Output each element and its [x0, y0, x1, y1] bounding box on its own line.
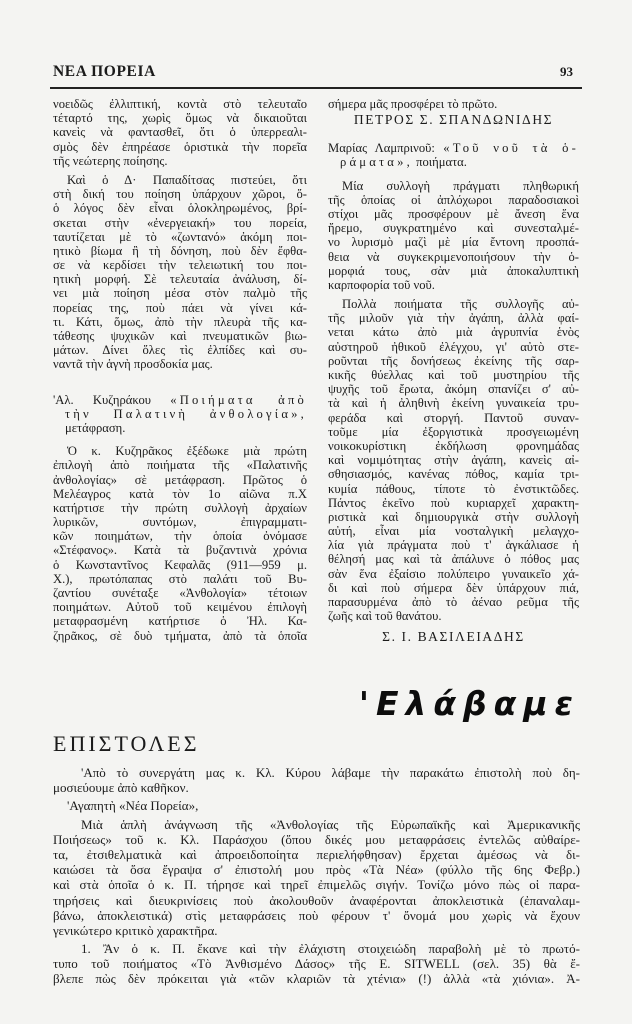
spacer	[328, 129, 579, 141]
text-line: τέταρτό της, χωρὶς ὅμως νὰ δικαιοῦται	[53, 111, 307, 126]
text-line: λυρικῶν, συντόμων, ἐπιγραμματι-	[53, 515, 307, 530]
text-line: Μιὰ ἁπλὴ ἀνάγνωση τῆς «Ἀνθολογίας τῆς Εὐρωπαϊκῆς καὶ Ἀμερικανικῆς	[81, 816, 580, 832]
citation-title: «Ποιήματα ἀπὸ	[170, 392, 307, 407]
text-line: θέλησή μας καὶ τὰ ἀπάλυνε ὁ πόθος μας	[328, 552, 579, 567]
text-line: καὶ νομιμότητας στὴν ἀγάπη, κανεὶς αἰ-	[328, 453, 579, 468]
text-line: τάθεσης ψυχικῶν καὶ πνευματικῶν βιω-	[53, 329, 307, 343]
journal-title: ΝΕΑ ΠΟΡΕΙΑ	[53, 63, 156, 80]
text-line: τυπο τοῦ ποιήματος «Τὸ Ἀνθισμένο Δάσος» τῆς E. SITWELL (σελ. 35) θὰ ἔ-	[53, 956, 580, 972]
text-line: παρασυρμένα ἀπὸ τὸ ἀέναο ρεῦμα τῆς	[328, 595, 579, 609]
text-line: Ὁ κ. Κυζηρᾶκος ἐξέδωκε μιὰ πρώτη	[67, 444, 307, 459]
text-line: ζαντίου συνέταξε «Ἀνθολογία» τέτοιων	[53, 586, 307, 600]
text-line: σὰν ἕνα ἐξαίσιο πολύπειρο γυναικεῖο χά-	[328, 566, 579, 581]
text-line: δι καὶ ποὺ σήμερα δὲν ὑπάρχουν πιά,	[328, 580, 579, 595]
text-line: τῆς μιλοῦν γιὰ τὴν ἀγάπη, ἀλλὰ φαί-	[328, 311, 579, 326]
text-line: πορείας της, ποὺ πάει νὰ γίνει κά-	[53, 300, 307, 315]
text-line: «Στέφανος». Κατὰ τὰ βυζαντινὰ χρόνια	[53, 543, 307, 558]
text-line: στὴ δική του ποίηση ὑπάρχουν χῶροι, ὅ-	[53, 187, 307, 202]
paragraph	[328, 97, 579, 111]
text-line: ἤρεμο, συγκρατημένο καὶ συνεσταλμέ-	[328, 221, 579, 236]
text-line: ἀνθολογίας» σὲ μετάφραση. Πρῶτος ὁ	[53, 472, 307, 487]
citation-author: 'Αλ. Κυζηράκου	[53, 392, 151, 407]
text-line: ποιημάτων. Αὐτοῦ τοῦ κειμένου ἐπιλογὴ	[53, 600, 307, 615]
text-line: 1. Ἂν ὁ κ. Π. ἔκανε καὶ τὴν ἐλάχιστη στοιχειώδη παραβολὴ μὲ τὸ πρωτό-	[81, 941, 580, 957]
text-line: κῶν ποιημάτων, τὴν ὁποία ὀνόμασε	[53, 529, 307, 544]
page-number: 93	[560, 64, 573, 79]
text-line: Καὶ ὁ Δ· Παπαδίτσας πιστεύει, ὅτι	[67, 172, 307, 187]
text-line: μορφιά τους, σὰν μιὰ ἀποκαλυπτικὴ	[328, 263, 579, 278]
book-citation	[53, 393, 307, 436]
text-line: βάνω, ἀποκλειστικά) στὶς μεταφράσεις ποὺ φέρουν τ' ὄνομά μου χωρὶς νὰ ἔχουν	[53, 907, 580, 923]
citation-title: «Τοῦ νοῦ τὰ ὁ-	[443, 141, 579, 156]
received-heading: 'Ελάβαμε	[358, 684, 580, 723]
letter-section	[53, 765, 580, 990]
text-line: νοειδῶς ἐλλιπτική, κοντὰ στὸ τελευταῖο	[53, 97, 307, 111]
text-line: τῆς νεώτερης ποίησης.	[53, 153, 168, 168]
book-citation	[328, 141, 579, 169]
text-line: τοῦμε μία ἐξοργιστικὰ προσγειωμένη	[328, 424, 579, 439]
text-line: ητικὴ μορφή. Σὲ τελευταία ἀνάλυση, δί-	[53, 272, 307, 287]
citation-title: τὴν Παλατινὴ ἀνθολογία»,	[65, 406, 307, 421]
right-column	[328, 97, 579, 646]
text-line: νει μιὰ ποίηση μέσα στὸν παλμὸ τῆς	[53, 286, 307, 301]
citation-author: Μαρίας Λαμπρινοῦ:	[328, 141, 435, 156]
text-line: καὶ στὰ ὁποῖα ὁ κ. Π. τήρησε καὶ τηρεῖ ἐπιμελῶς σιγήν. Τονίζω μόνο πὼς οἱ παρα-	[53, 877, 580, 893]
text-line: ἐπιλογὴ ἀπὸ ποιήματα τῆς «Παλατινῆς	[53, 458, 307, 473]
signature: Σ. Ι. ΒΑΣΙΛΕΙΑΔΗΣ	[382, 629, 525, 645]
text-line: ζηρᾶκος, σὲ δυὸ τμήματα, ἀπὸ τὰ ὁποῖα	[53, 628, 307, 643]
text-line: ριστικὰ καὶ δημιουργικὰ στὴν συλλογὴ	[328, 509, 579, 524]
text-line: νοικοκυρίστικη ἐκδήλωση φρονημάδας	[328, 438, 579, 453]
text-line: τι. Κάτι, ὅμως, ἀπὸ τὴν πλευρὰ τῆς κα-	[53, 314, 307, 329]
signature: ΠΕΤΡΟΣ Σ. ΣΠΑΝΔΩΝΙΔΗΣ	[353, 112, 554, 128]
text-line: Πολλὰ ποιήματα τῆς συλλογῆς αὐ-	[342, 297, 579, 312]
text-line: κατήρτισε τὴν πρώτη συλλογὴ ἀρχαίων	[53, 500, 307, 515]
citation-note: ποιήματα.	[416, 155, 467, 170]
text-line: Μία συλλογὴ πράγματι πληθωρική	[342, 178, 579, 193]
text-line: σθησιασμός, κανένας πόθος, καμία τρι-	[328, 467, 579, 482]
paragraph	[53, 941, 580, 987]
text-line: ητικὸ βίωμα ἢ τὴ δόνηση, ποὺ δὲν ἔφθα-	[53, 243, 307, 258]
text-line: κικῆς θύελλας καὶ τοῦ μυστηρίου τῆς	[328, 368, 579, 382]
text-line: Ποιήσεως» τοῦ κ. Κλ. Παράσχου (ὅπου δικές μου μεταφράσεις ἐντελῶς αὐθαίρε-	[53, 831, 580, 847]
text-line: νεται κάτω ἀπὸ μιὰ ἀγρυπνία ἑνὸς	[328, 325, 579, 340]
text-line: ροῦνται τῆς δονήσεως ἐκείνης τῆς σαρ-	[328, 353, 579, 368]
text-line: βλεπε πὼς δὲν πρόκειται γιὰ «τῶν κλαριῶν τὰ χτένια» (!) ἀλλὰ «τὰ χιόνια». Ἀ-	[53, 971, 580, 987]
text-line: Μελέαγρος κατὰ τὸν 1ο αἰῶνα π.Χ	[53, 486, 307, 501]
paragraph	[53, 97, 307, 168]
text-line: τὰ καὶ ἡ ἀληθινὴ ἐκείνη γυναικεία τρυ-	[328, 396, 579, 411]
paragraph	[328, 297, 579, 623]
text-line: τῆς ὁποίας οἱ ἀπλόχωροι παραδοσιακοὶ	[328, 192, 579, 207]
letters-heading: ΕΠΙΣΤΟΛΕΣ	[53, 731, 200, 756]
text-line: ὁ λόγος δὲν εἶναι ὁλοκληρωμένος, βρί-	[53, 201, 307, 216]
citation-note: μετάφραση.	[65, 420, 126, 435]
text-line: αὐστηροῦ ἠθικοῦ ἐλέγχου, γι' αὐτὸ στε-	[328, 339, 579, 354]
text-line: σε νὰ κερδίσει τὴν τελειωτική του ποι-	[53, 258, 307, 273]
citation-title: ράματα»,	[340, 155, 413, 170]
text-line: κυμία πάθους, τίποτε τὸ ἐνστικτῶδες.	[328, 481, 579, 496]
text-line: μάτων. Δίνει ὅλες τὶς ἐλπίδες καὶ συ-	[53, 343, 307, 358]
text-line: στίχοι μᾶς προσφέρουν μὲ ἄνεση ἕνα	[328, 206, 579, 221]
text-line: τα, ἐτσιθελματικὰ καὶ ἀπροειδοποίητα περιελήφθησαν) ἔρχεται ἀμέσως νὰ δι-	[53, 846, 580, 862]
text-line: ψυχῆς τοῦ ἔρωτα, ἀκόμη σπανίζει σ' αὐ-	[328, 382, 579, 397]
paragraph	[53, 444, 307, 643]
paragraph	[53, 817, 580, 939]
paragraph	[53, 173, 307, 372]
text-line: Χ.), πρωτόπαπας στὸ παλάτι τοῦ Βυ-	[53, 571, 307, 586]
text-line: σκεται στὴν «ἐνεργειακή» του πορεία,	[53, 215, 307, 230]
text-line: κανεὶς νὰ φαντασθεῖ, ὅτι ὁ ὑπερρεαλι-	[53, 125, 307, 140]
text-line: μεταφρασμένη κατήρτισε ὁ Ἠλ. Κα-	[53, 614, 307, 629]
paragraph	[53, 765, 580, 795]
text-line: φεράδα καὶ στοργή. Παντοῦ συναν-	[328, 410, 579, 425]
text-line: γενικώτερο κριτικὸ χαρακτῆρα.	[53, 922, 218, 938]
text-line: Πάντος ἐκεῖνο ποὺ κυριαρχεῖ χαρακτη-	[328, 495, 579, 510]
text-line: ναντᾶ τὴν ἁγνὴ προσδοκία μας.	[53, 357, 213, 372]
text-line: αὐτή, εἶναι μία νοσταλγικὴ μελαγχο-	[328, 524, 579, 539]
text-line: καρποφορία τοῦ νοῦ.	[328, 277, 435, 292]
left-column	[53, 97, 307, 648]
text-line: τηρήσεις καὶ διευκρινίσεις ποὺ ἀκολουθοῦν ἀναφέρονται ἀποκλειστικὰ (ἐπαναλαμ-	[53, 892, 580, 908]
text-line: 'Απὸ τὸ συνεργάτη μας κ. Κλ. Κύρου λάβαμε τὴν παρακάτω ἐπιστολὴ ποὺ δη-	[81, 765, 580, 780]
paragraph	[328, 179, 579, 293]
text-line: μοσιεύουμε ἀπὸ καθῆκον.	[53, 780, 189, 796]
text-line: ταυτίζεται μὲ τὸ «ζωντανό» ἀκόμη ποι-	[53, 229, 307, 244]
text-line: σήμερα μᾶς προσφέρει τὸ πρῶτο.	[328, 97, 498, 111]
text-line: θεια νὰ συγκεκριμενοποιήσουν τὴν ὁ-	[328, 249, 579, 264]
salutation: 'Αγαπητὴ «Νέα Πορεία»,	[67, 798, 199, 814]
text-line: λία γιὰ πράγματα ποὺ τ' ἀγκάλιασε ἡ	[328, 538, 579, 553]
text-line: νο λυρισμὸ μαζὶ μὲ μία ἔντονη προσπά-	[328, 235, 579, 250]
text-line: καιώσει τὰ ὅσα ἔγραψα σ' ἐπιστολή μου πρὸς «Τὰ Νέα» (φύλλο τῆς 6ης Φεβρ.)	[53, 862, 580, 878]
text-line: ζωῆς καὶ τοῦ θανάτου.	[328, 609, 442, 624]
text-line: σμὸς δὲν ἐπηρέασε ὁριστικὰ τὴν πορεῖα	[53, 139, 307, 154]
text-line: ὁ Κωνσταντῖνος Κεφαλᾶς (911—959 μ.	[53, 557, 307, 572]
header-rule	[50, 87, 582, 89]
spacer	[53, 377, 307, 393]
